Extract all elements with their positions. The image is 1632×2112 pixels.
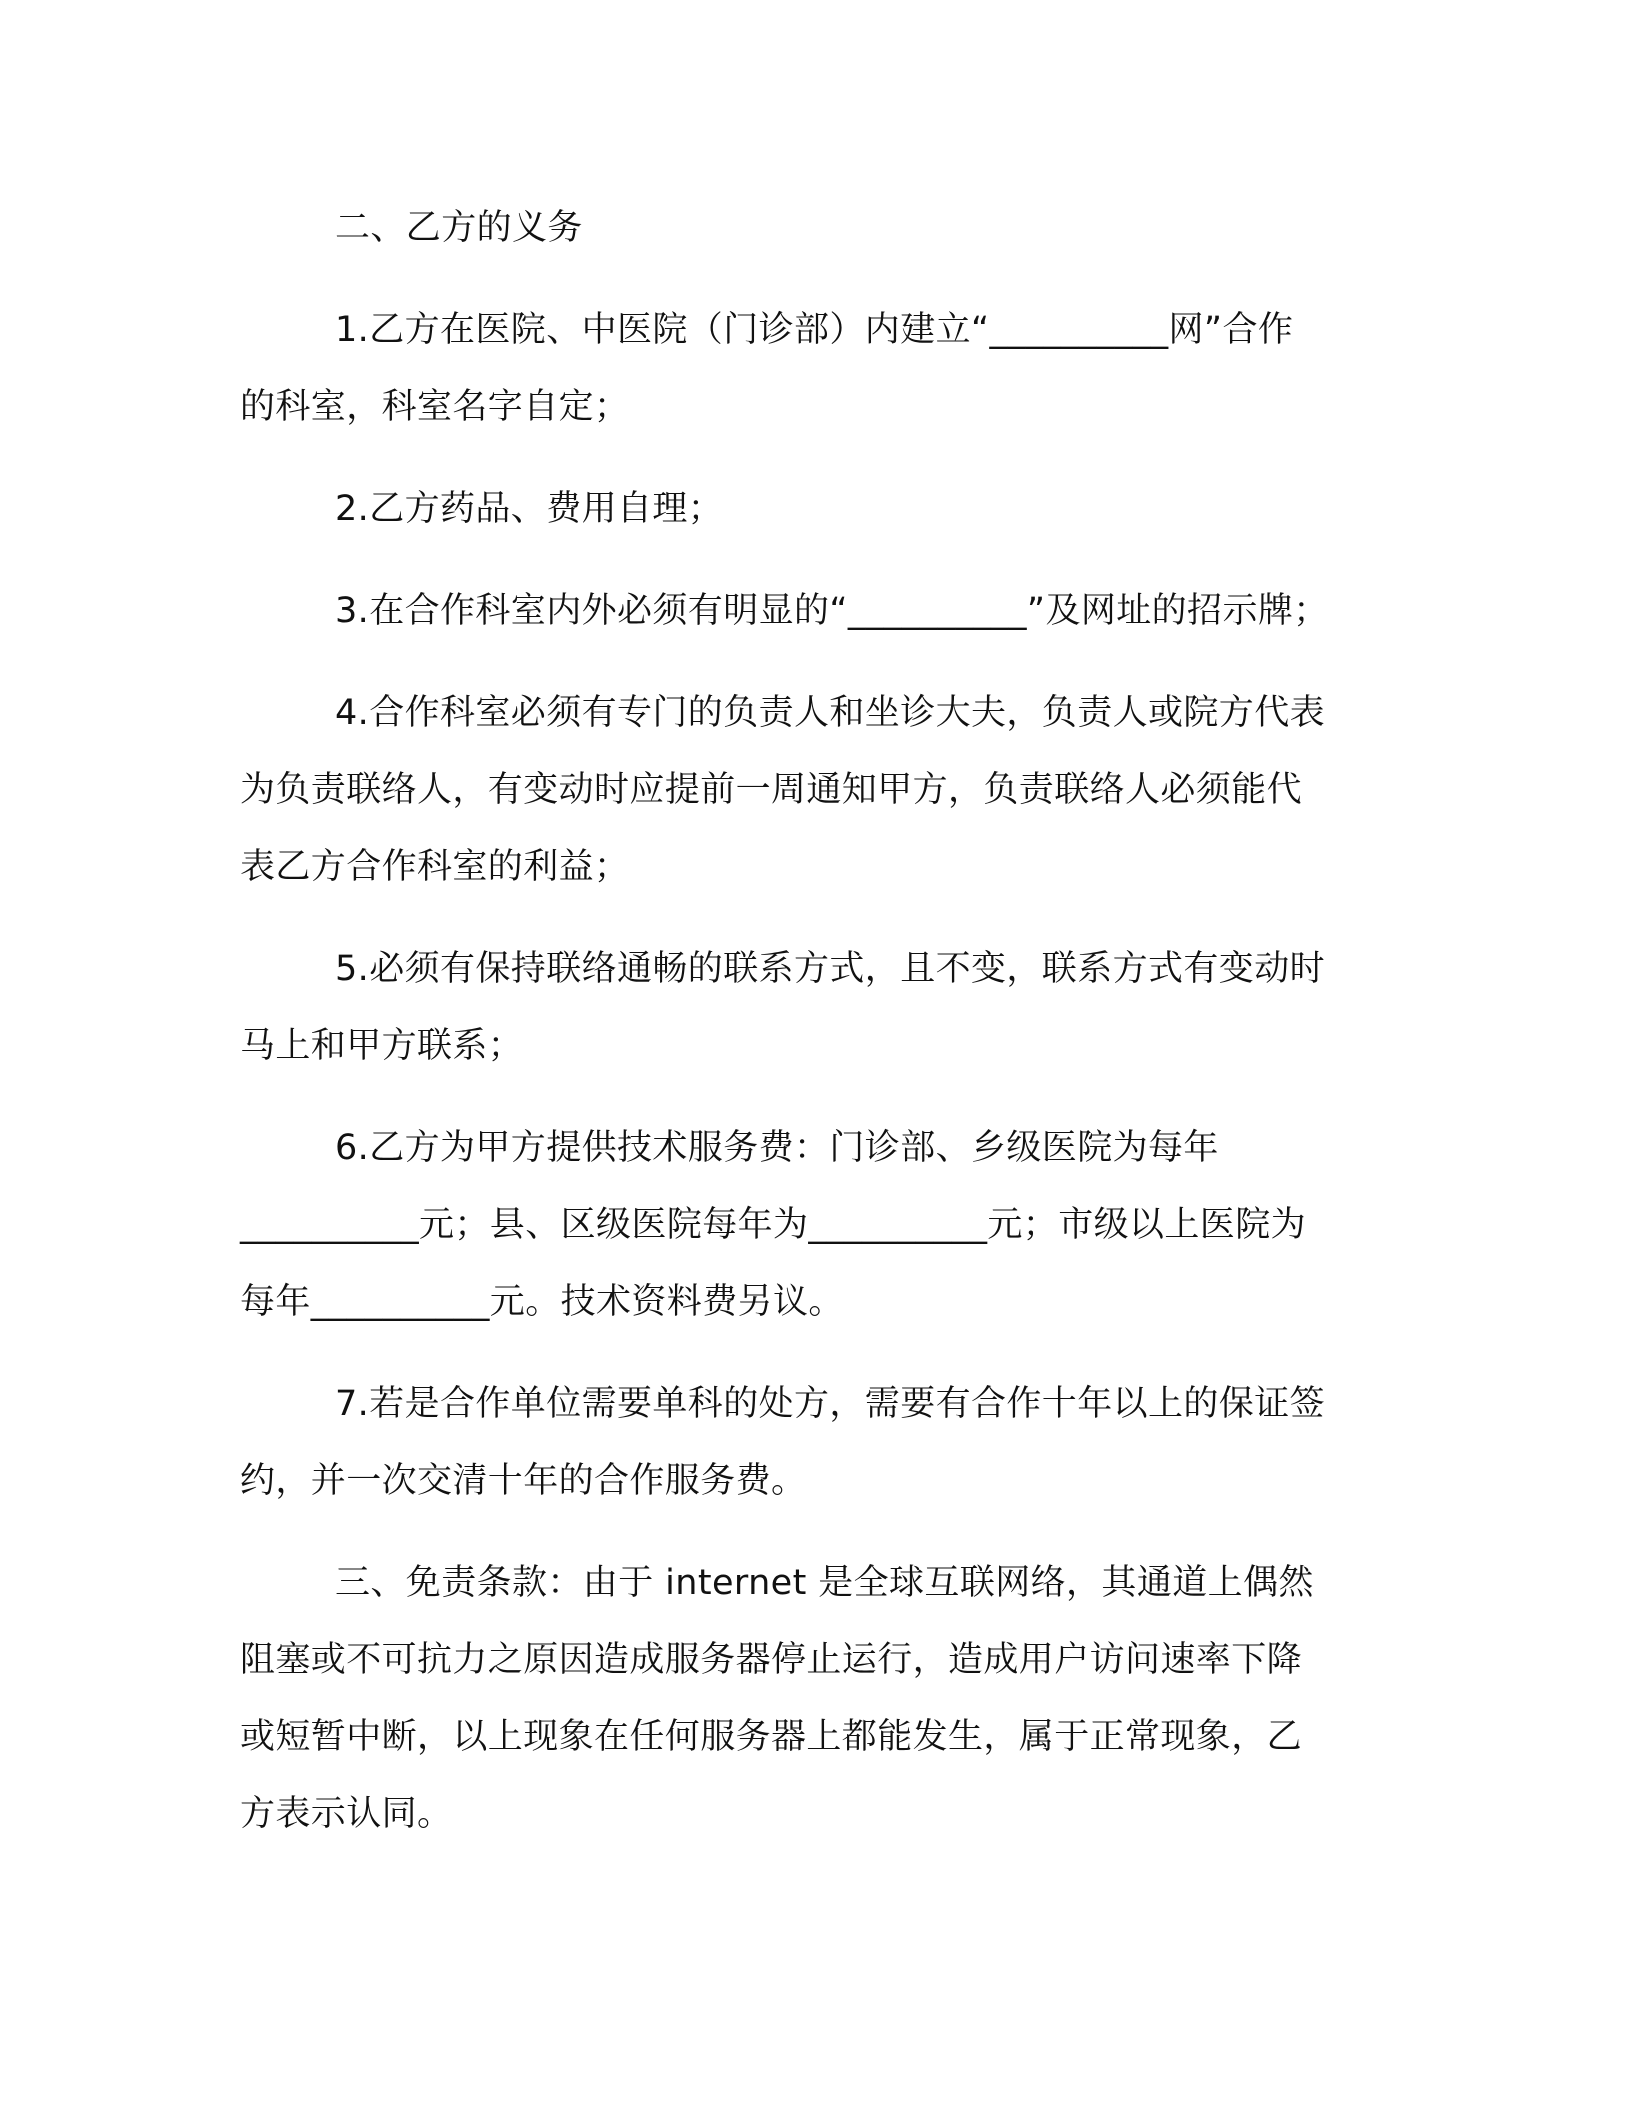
obligation-item-4 bbox=[240, 675, 1390, 906]
obligation-item-7-line-2: 约，并一次交清十年的合作服务费。 bbox=[240, 1461, 807, 1501]
document-page bbox=[240, 190, 1390, 1878]
obligation-item-1 bbox=[240, 292, 1390, 446]
section-three-line-3: 或短暂中断，以上现象在任何服务器上都能发生，属于正常现象，乙 bbox=[240, 1717, 1303, 1757]
obligation-item-6-line-2: __________元；县、区级医院每年为__________元；市级以上医院为 bbox=[240, 1205, 1307, 1245]
obligation-item-2 bbox=[240, 471, 1390, 548]
section-three-line-2: 阻塞或不可抗力之原因造成服务器停止运行，造成用户访问速率下降 bbox=[240, 1640, 1303, 1680]
obligation-item-1-line-2: 的科室，科室名字自定； bbox=[240, 387, 630, 427]
obligation-item-4-line-1: 4.合作科室必须有专门的负责人和坐诊大夫，负责人或院方代表 bbox=[335, 693, 1325, 733]
obligation-item-1-line-1: 1.乙方在医院、中医院（门诊部）内建立“__________网”合作 bbox=[335, 310, 1294, 350]
obligation-item-4-line-2: 为负责联络人，有变动时应提前一周通知甲方，负责联络人必须能代 bbox=[240, 770, 1303, 810]
obligation-item-6-line-3: 每年__________元。技术资料费另议。 bbox=[240, 1282, 844, 1322]
obligation-item-5 bbox=[240, 931, 1390, 1085]
obligation-item-5-line-2: 马上和甲方联系； bbox=[240, 1026, 524, 1066]
section-two-title-text: 二、乙方的义务 bbox=[335, 208, 583, 248]
obligation-item-5-line-1: 5.必须有保持联络通畅的联系方式，且不变，联系方式有变动时 bbox=[335, 949, 1325, 989]
obligation-item-4-line-3: 表乙方合作科室的利益； bbox=[240, 847, 630, 887]
obligation-item-6-line-1: 6.乙方为甲方提供技术服务费：门诊部、乡级医院为每年 bbox=[335, 1128, 1219, 1168]
obligation-item-3-line-1: 3.在合作科室内外必须有明显的“__________”及网址的招示牌； bbox=[335, 591, 1329, 631]
section-two-title bbox=[240, 190, 1390, 267]
obligation-item-3 bbox=[240, 573, 1390, 650]
obligation-item-6 bbox=[240, 1110, 1390, 1341]
section-three-line-4: 方表示认同。 bbox=[240, 1794, 453, 1834]
section-three-line-1: 三、免责条款：由于 internet 是全球互联网络，其通道上偶然 bbox=[335, 1563, 1314, 1603]
obligation-item-2-line-1: 2.乙方药品、费用自理； bbox=[335, 489, 724, 529]
obligation-item-7 bbox=[240, 1366, 1390, 1520]
obligation-item-7-line-1: 7.若是合作单位需要单科的处方，需要有合作十年以上的保证签 bbox=[335, 1384, 1325, 1424]
section-three-disclaimer bbox=[240, 1545, 1390, 1853]
